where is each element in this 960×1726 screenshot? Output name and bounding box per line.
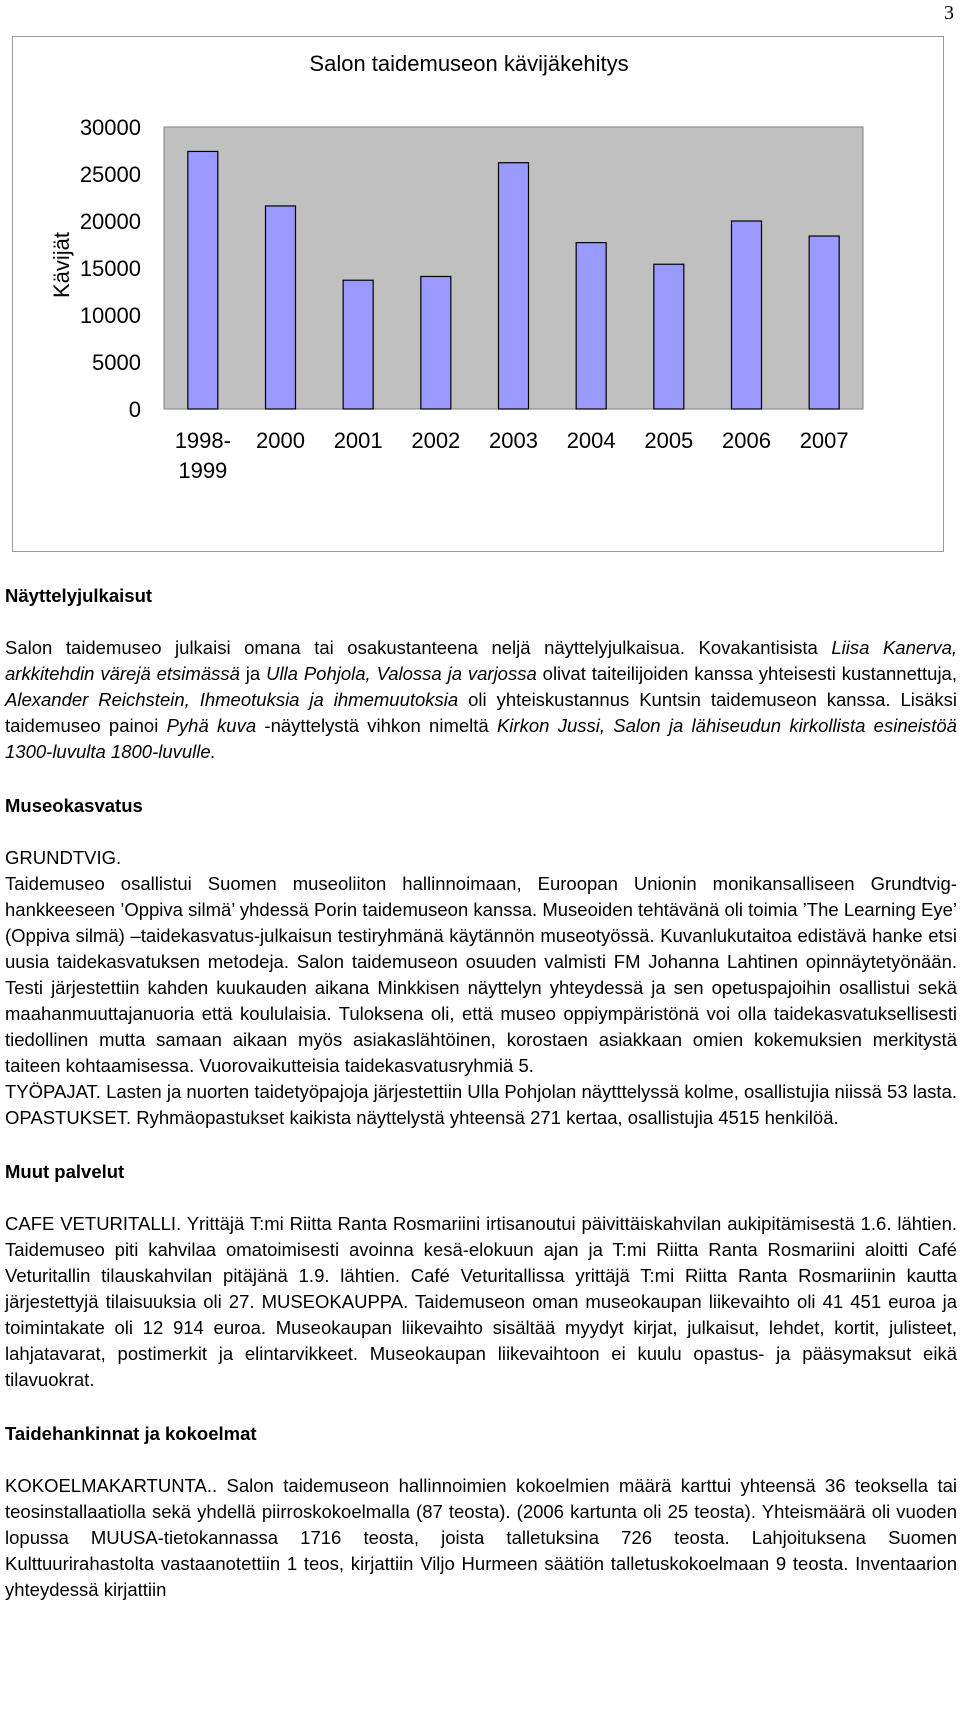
plot-area xyxy=(80,115,863,483)
chart-title: Salon taidemuseon kävijäkehitys xyxy=(309,51,629,76)
bar-0 xyxy=(188,151,218,409)
y-tick-label-0: 0 xyxy=(128,397,141,422)
heading-taidehankinnat: Taidehankinnat ja kokoelmat xyxy=(5,1423,257,1444)
paragraph-tyopajat: TYÖPAJAT. Lasten ja nuorten taidetyöpajoja järjestettiin Ulla Pohjolan näytttelyssä kolme, osallistujia niissä 53 lasta. OPASTUKSET. Ryhmäopastukset kaikista näyttelystä yhteensä 271 kertaa, osallistujia 4515 henkilöä. xyxy=(5,1081,957,1128)
bar-1 xyxy=(266,206,296,409)
x-tick-label-2: 2001 xyxy=(333,428,383,453)
paragraph-taidehankinnat: KOKOELMAKARTUNTA.. Salon taidemuseon hallinnoimien kokoelmien määrä karttui yhteensä 36 teoksella tai teosinstallaatiolla sekä yhdellä piirroskokoelmalla (87 teosta). (2006 kartunta oli 25 teosta). Yhteismäärä oli vuoden lopussa MUUSA-tietokannassa 1716 teosta, joista talletuksina 726 teosta. Lahjoituksena Suomen Kulttuurirahastolta vastaanotettiin 1 teos, kirjattiin Viljo Hurmeen säätiön talletuskokoelmaan 9 teosta. Inventaarion yhteydessä kirjattiin xyxy=(5,1475,957,1600)
x-tick-label-7: 2006 xyxy=(722,428,771,453)
bar-3 xyxy=(421,276,451,409)
paragraph-muut-palvelut: CAFE VETURITALLI. Yrittäjä T:mi Riitta Ranta Rosmariini irtisanoutui päivittäiskahvilan aukipitämisestä 1.6. lähtien. Taidemuseo piti kahvilaa omatoimisesti avoinna kesä-elokuun ajan ja T:mi Riitta Ranta Rosmariini aloitti Café Veturitallin tilauskahvilan pitäjänä 1.9. lähtien. Café Veturitallissa yrittäjä T:mi Riitta Ranta Rosmariinin kautta järjestettyjä tilaisuuksia oli 27. MUSEOKAUPPA. Taidemuseon oman museokaupan liikevaihto oli 41 451 euroa ja toimintakate oli 12 914 euroa. Museokaupan liikevaihto sisältää myydyt kirjat, julkaisut, lehdet, kortit, julisteet, lahjatavarat, postimerkit ja elintarvikkeet. Museokaupan liikevaihtoon ei kuulu opastus- ja pääsymaksut eikä tilavuokrat. xyxy=(5,1213,957,1390)
paragraph-grundtvig-title: GRUNDTVIG. xyxy=(5,847,122,868)
bar-2 xyxy=(343,280,373,409)
x-tick-label-3: 2002 xyxy=(411,428,461,453)
page-number: 3 xyxy=(944,2,954,24)
y-axis-label: Kävijät xyxy=(49,231,74,299)
x-tick-label-4: 2003 xyxy=(489,428,538,453)
bar-5 xyxy=(576,243,606,409)
document-body xyxy=(5,583,957,1603)
paragraph-nayttelyjulkaisut: Salon taidemuseo julkaisi omana tai osakustanteena neljä näyttelyjulkaisua. Kovakantisista Liisa Kanerva, arkkitehdin värejä etsimässä ja Ulla Pohjola, Valossa ja varjossa olivat taiteilijoiden kanssa yhteisesti kustannettuja, Alexander Reichstein, Ihmeotuksia ja ihmemuutoksia oli yhteiskustannus Kuntsin taidemuseon kanssa. Lisäksi taidemuseo painoi Pyhä kuva -näyttelystä vihkon nimeltä Kirkon Jussi, Salon ja lähiseudun kirkollista esineistöä 1300-luvulta 1800-luvulle. xyxy=(5,637,958,762)
x-tick-label-8: 2007 xyxy=(799,428,849,453)
bar-7 xyxy=(732,221,762,409)
bar-4 xyxy=(499,163,529,409)
y-tick-label-1: 5000 xyxy=(92,350,141,375)
visitor-chart-svg xyxy=(13,37,945,553)
heading-nayttelyjulkaisut: Näyttelyjulkaisut xyxy=(5,585,153,606)
bar-8 xyxy=(809,236,839,409)
y-tick-label-4: 20000 xyxy=(79,209,141,234)
y-tick-label-2: 10000 xyxy=(79,303,141,328)
heading-museokasvatus: Museokasvatus xyxy=(5,795,143,816)
x-tick-label-5: 2004 xyxy=(566,428,616,453)
y-tick-label-5: 25000 xyxy=(79,162,141,187)
bar-6 xyxy=(654,264,684,409)
visitor-chart xyxy=(12,36,944,552)
heading-muut-palvelut: Muut palvelut xyxy=(5,1161,125,1182)
y-tick-label-6: 30000 xyxy=(79,115,141,140)
x-tick-label-6: 2005 xyxy=(644,428,694,453)
paragraph-grundtvig: Taidemuseo osallistui Suomen museoliiton hallinnoimaan, Euroopan Unionin monikansalliseen Grundtvig-hankkeeseen ’Oppiva silmä’ yhdessä Porin taidemuseon kanssa. Museoiden tehtävänä oli toimia ’The Learning Eye’ (Oppiva silmä) –taidekasvatus-julkaisun testiryhmänä käytännön museotyössä. Kuvanlukutaitoa edistävä hanke etsi uusia taidekasvatuksen metodeja. Salon taidemuseon osuuden valmisti FM Johanna Lahtinen opinnäytetyönään. Testi järjestettiin kahden kuukauden aikana Minkkisen näyttelyn yhteydessä ja sen opetuspajoihin osallistui sekä maahanmuuttajanuoria että koululaisia. Tuloksena oli, että museo oppiympäristönä voi olla taidekasvatuksellisesti tiedollinen mutta samaan aikaan myös asiakaslähtöinen, korostaen asiakkaan omien kokemuksien merkitystä taiteen kohtaamisessa. Vuorovaikutteisia taidekasvatusryhmiä 5. xyxy=(5,873,957,1076)
x-tick-label-0: 1998-1999 xyxy=(174,428,231,483)
y-tick-label-3: 15000 xyxy=(79,256,141,281)
x-tick-label-1: 2000 xyxy=(256,428,305,453)
